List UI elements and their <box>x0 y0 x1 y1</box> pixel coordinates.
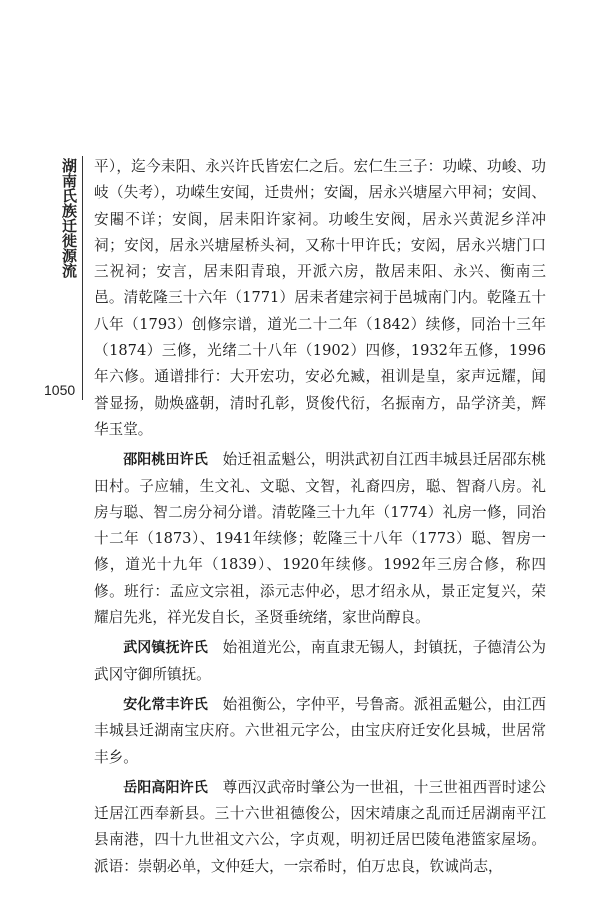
main-text <box>94 154 546 884</box>
paragraph-text: 平），迄今耒阳、永兴许氏皆宏仁之后。宏仁生三子：功嵘、功峻、功岐（失考），功嵘生安闻，迁贵州；安阖，居永兴塘屋六甲祠；安闾、安闀不详；安阆，居耒阳许家祠。功峻生安阀，居永兴黄泥乡洋冲祠；安闵，居永兴塘屋桥头祠，又称十甲许氏；安闳，居永兴塘门口三祝祠；安言，居耒阳青琅，开派六房，散居耒阳、永兴、衡南三邑。清乾隆三十六年（1771）居耒者建宗祠于邑城南门内。乾隆五十八年（1793）创修宗谱，道光二十二年（1842）续修，同治十三年（1874）三修，光绪二十八年（1902）四修，1932年五修，1996年六修。通谱排行：大开宏功，安必允臧，祖训是皇，家声远耀，闻誉显扬，勋焕盛朝，清时孔彰，贤俊代衍，名振南方，品学济美，辉华玉堂。 <box>94 158 546 438</box>
entry-title: 安化常丰许氏 <box>123 696 208 713</box>
entry-text: 尊西汉武帝时肇公为一世祖，十三世祖西晋时逑公迁居江西奉新县。三十六世祖德俊公，因宋靖康之乱而迁居湖南平江县南港，四十九世祖文六公，字贞观，明初迁居巴陵龟港篮家屋场。派语：崇朝必单，文仲廷大，一宗希时，伯万忠良，钦诚尚志， <box>94 778 547 875</box>
entry-paragraph <box>94 692 546 771</box>
entry-text: 始迁祖孟魁公，明洪武初自江西丰城县迁居邵东桃田村。子应辅，生文礼、文聪、文智，礼裔四房，聪、智裔八房。礼房与聪、智二房分祠分谱。清乾隆三十九年（1774）礼房一修，同治十二年（1873）、1941年续修；乾隆三十八年（1773）聪、智房一修，道光十九年（1839）、1920年续修。1992年三房合修，称四修。班行：孟应文宗祖，添元志仲必，思才绍永从，景正定复兴，荣耀启先兆，祥光发自长，圣贤垂统绪，家世尚醇良。 <box>94 451 547 627</box>
running-header-title: 湖南氏族迁徙源流 <box>60 158 78 278</box>
entry-paragraph <box>94 635 546 688</box>
entry-title: 岳阳高阳许氏 <box>123 779 208 796</box>
entry-text: 始祖道光公，南直隶无锡人，封镇抚，子德清公为武冈守御所镇抚。 <box>94 639 547 683</box>
entry-paragraph <box>94 447 546 631</box>
entry-text: 始祖衡公，字仲平，号鲁斋。派祖孟魁公，由江西丰城县迁湖南宝庆府。六世祖元字公，由宝庆府迁安化县城，世居常丰乡。 <box>94 695 547 766</box>
header-divider <box>82 156 83 400</box>
entry-paragraph <box>94 775 546 880</box>
paragraph-continuation <box>94 154 546 443</box>
entry-title: 武冈镇抚许氏 <box>123 640 208 657</box>
entry-title: 邵阳桃田许氏 <box>123 452 208 469</box>
page-number: 1050 <box>44 382 76 398</box>
